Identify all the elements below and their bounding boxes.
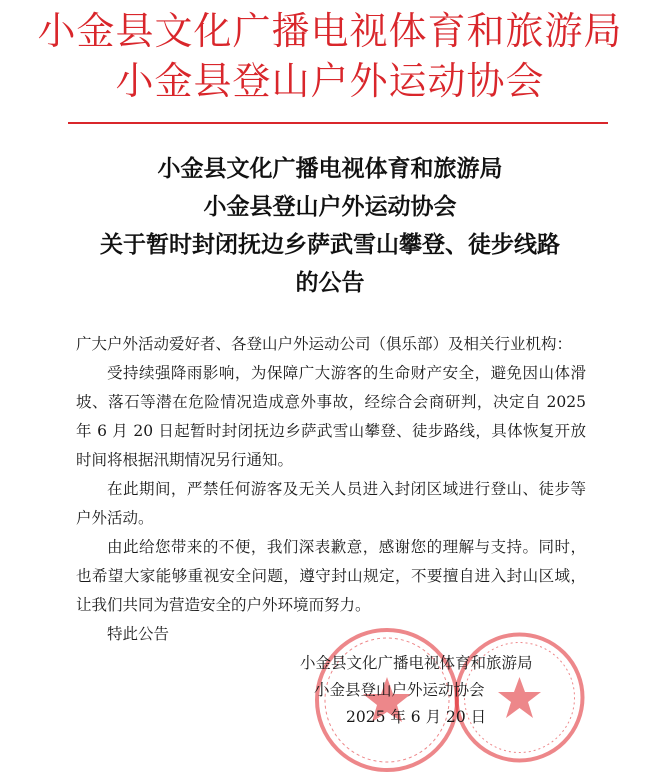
signature-date: 2025 年 6 月 20 日 — [346, 708, 487, 726]
signature-block — [300, 650, 590, 731]
paragraph-2: 在此期间，严禁任何游客及无关人员进入封闭区域进行登山、徒步等户外活动。 — [76, 480, 586, 527]
letterhead-divider — [68, 122, 608, 124]
closing-line: 特此公告 — [107, 625, 170, 643]
letterhead — [0, 0, 660, 106]
letterhead-line-2: 小金县登山户外运动协会 — [115, 59, 545, 103]
title-line-2: 小金县登山户外运动协会 — [203, 193, 457, 220]
title-line-3: 关于暂时封闭抚边乡萨武雪山攀登、徒步线路 — [100, 231, 560, 258]
document-title — [0, 150, 660, 302]
signature-org-2: 小金县登山户外运动协会 — [314, 681, 485, 699]
paragraph-3: 由此给您带来的不便，我们深表歉意，感谢您的理解与支持。同时，也希望大家能够重视安全问题，遵守封山规定，不要擅自进入封山区域，让我们共同为营造安全的户外环境而努力。 — [76, 538, 586, 614]
title-line-4: 的公告 — [295, 269, 365, 296]
document-body — [76, 330, 586, 649]
signature-org-1: 小金县文化广播电视体育和旅游局 — [300, 654, 533, 672]
salutation: 广大户外活动爱好者、各登山户外运动公司（俱乐部）及相关行业机构： — [76, 335, 573, 353]
title-line-1: 小金县文化广播电视体育和旅游局 — [157, 155, 503, 182]
paragraph-1: 受持续强降雨影响，为保障广大游客的生命财产安全，避免因山体滑坡、落石等潜在危险情况造成意外事故，经综合会商研判，决定自 2025 年 6 月 20 日起暂时封闭抚边乡萨武雪山攀登、徒步路线，具体恢复开放时间将根据汛期情况另行通知。 — [76, 364, 586, 469]
letterhead-line-1: 小金县文化广播电视体育和旅游局 — [37, 9, 623, 53]
